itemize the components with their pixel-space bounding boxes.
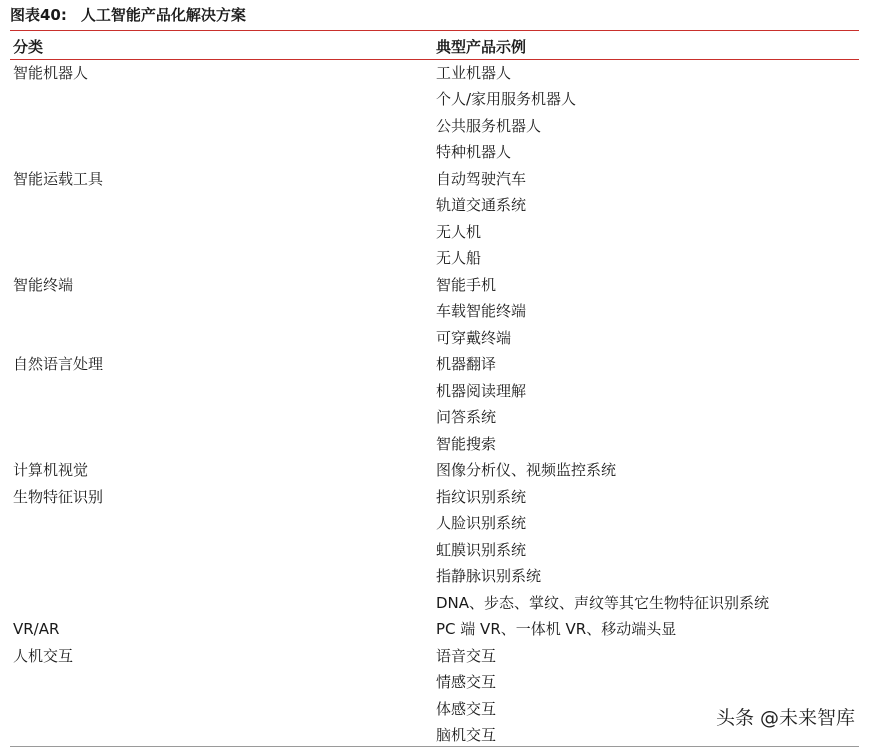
table-row [0, 192, 873, 219]
product-example-cell: 体感交互 [436, 699, 497, 718]
table-row [0, 272, 873, 299]
table-row [0, 86, 873, 113]
table-row [0, 590, 873, 617]
table-row [0, 139, 873, 166]
category-cell: 智能终端 [13, 275, 74, 294]
title-rule [10, 30, 859, 31]
table-row [0, 166, 873, 193]
table-row [0, 245, 873, 272]
table-row [0, 325, 873, 352]
category-cell: VR/AR [13, 620, 60, 638]
product-example-cell: 公共服务机器人 [436, 116, 542, 135]
product-example-cell: DNA、步态、掌纹、声纹等其它生物特征识别系统 [436, 593, 770, 612]
table-row [0, 537, 873, 564]
product-example-cell: 机器翻译 [436, 355, 497, 373]
table-row [0, 563, 873, 590]
category-cell: 计算机视觉 [13, 461, 89, 479]
header-examples: 典型产品示例 [436, 38, 527, 56]
table-row [0, 457, 873, 484]
table-row [0, 404, 873, 431]
product-example-cell: 特种机器人 [436, 143, 512, 161]
product-example-cell: 语音交互 [436, 646, 497, 665]
table-row [0, 643, 873, 670]
product-example-cell: PC 端 VR、一体机 VR、移动端头显 [436, 620, 677, 638]
product-example-cell: 轨道交通系统 [436, 196, 527, 214]
product-example-cell: 指静脉识别系统 [436, 567, 542, 585]
product-example-cell: 问答系统 [436, 408, 497, 426]
product-example-cell: 指纹识别系统 [436, 487, 527, 506]
table-row [0, 298, 873, 325]
table-bottom-rule [10, 746, 859, 747]
product-example-cell: 机器阅读理解 [436, 381, 527, 400]
figure-title [10, 4, 246, 26]
product-example-cell: 虹膜识别系统 [436, 540, 527, 559]
product-example-cell: 智能手机 [436, 275, 497, 294]
product-example-cell: 人脸识别系统 [436, 514, 527, 532]
product-example-cell: 无人船 [436, 249, 482, 267]
product-example-cell: 脑机交互 [436, 726, 497, 744]
product-example-cell: 自动驾驶汽车 [436, 169, 527, 188]
category-cell: 自然语言处理 [13, 355, 104, 373]
product-example-cell: 车载智能终端 [436, 302, 527, 320]
table-row [0, 113, 873, 140]
product-example-cell: 图像分析仪、视频监控系统 [436, 461, 617, 479]
table-row [0, 484, 873, 511]
table-row [0, 219, 873, 246]
product-example-cell: 无人机 [436, 222, 482, 241]
table-row [0, 431, 873, 458]
category-cell: 智能机器人 [13, 63, 89, 82]
table-row [0, 351, 873, 378]
category-cell: 人机交互 [13, 646, 74, 665]
table-row [0, 510, 873, 537]
watermark: 头条 @未来智库 [715, 707, 855, 729]
product-example-cell: 可穿戴终端 [436, 328, 512, 347]
category-cell: 生物特征识别 [13, 487, 104, 506]
table-row [0, 669, 873, 696]
table-row [0, 60, 873, 87]
product-example-cell: 个人/家用服务机器人 [436, 90, 577, 108]
table-row [0, 378, 873, 405]
figure-title-text: 人工智能产品化解决方案 [80, 6, 246, 24]
category-cell: 智能运载工具 [13, 169, 104, 188]
header-category: 分类 [13, 38, 44, 56]
figure-number: 图表40: [10, 6, 67, 24]
product-example-cell: 工业机器人 [436, 63, 512, 82]
table-row [0, 616, 873, 643]
product-example-cell: 智能搜索 [436, 434, 497, 453]
product-example-cell: 情感交互 [436, 673, 497, 691]
